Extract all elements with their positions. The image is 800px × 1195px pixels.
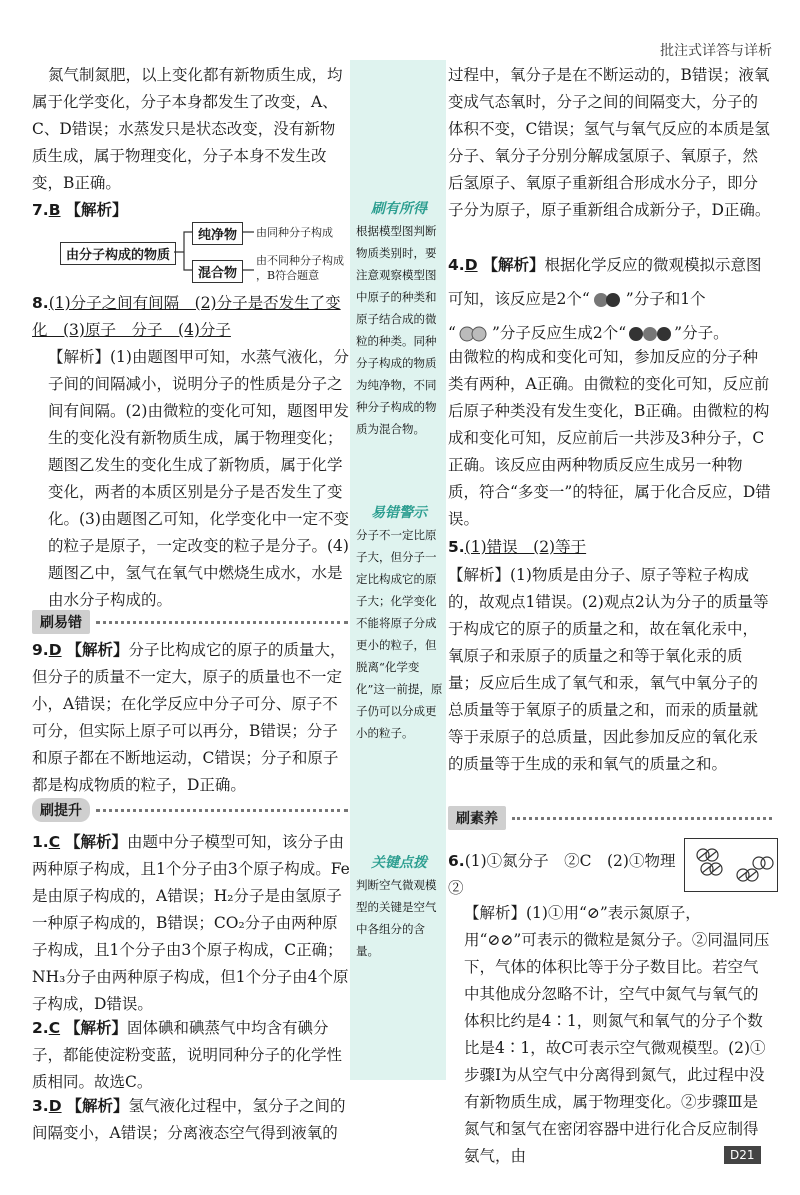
page-number: D21 (724, 1146, 761, 1164)
q3-continuation: 过程中，氧分子是在不断运动的，B错误；液氧变成气态氧时，分子之间的间隔变大，分子的体积不变，C错误；氢气与氧气反应的本质是氢分子、氧分子分别分解成氢原子、氧原子，然后氢原子、氧原子重新组合形成水分子，即分子分为原子，原子重新组合成新分子，D正确。 (448, 66, 771, 219)
molecule-icon-a (590, 291, 626, 309)
side-heading-1: 刷有所得 (371, 201, 427, 217)
q6-molecule-figure (684, 838, 778, 892)
q3: 3.D 【解析】氢气液化过程中，氢分子之间的间隔变小，A错误；分离液态空气得到液氧的 (32, 1096, 346, 1142)
diagram-mixture-desc: 由不同种分子构成 (256, 254, 344, 267)
side-note-2: 分子不一定比原子大，但分子一定比构成它的原子大；化学变化不能将原子分成更小的粒子，但脱离“化学变化”这一前提，原子仍可以分成更小的粒子。 (356, 528, 443, 740)
q7-diagram (60, 222, 350, 280)
section-bar-literacy: 刷素养 (448, 806, 772, 830)
q8-answer: 8.(1)分子之间有间隔 (2)分子是否发生了变 化 (3)原子 分子 (4)分子 (32, 294, 341, 339)
q2: 2.C 【解析】固体碘和碘蒸气中均含有碘分子，都能使淀粉变蓝，说明同种分子的化学性质相同。故选C。 (32, 1018, 343, 1091)
section-bar-mistakes: 刷易错 (32, 610, 348, 634)
q4: 4.D 【解析】根据化学反应的微观模拟示意图可知，该反应是2个“ ”分子和1个 “ ”分子反应生成2个“ ”分子。 (448, 255, 762, 342)
diagram-mixture-note: ，B符合题意 (256, 269, 320, 282)
q6-continuation: 氮气制氮肥，以上变化都有新物质生成，均属于化学变化，分子本身都发生了改变，A、C、D错误；水蒸发只是状态改变，没有新物质生成，属于物理变化，分子本身不发生改变，B正确。 (32, 66, 343, 192)
q6-answer: 6.(1)①氮分子 ②C (2)①物理 ② (448, 852, 691, 897)
diagram-mixture: 混合物 (192, 260, 243, 283)
q1: 1.C 【解析】由题中分子模型可知，该分子由两种原子构成，且1个分子由3个原子构成。Fe是由原子构成的，A错误；H₂分子是由氢原子一种原子构成的，B错误；CO₂分子由两种原子构成，且1个分子由3个原子构成，C正确；NH₃分子由两种原子构成，但1个分子由4个原子构成，D错误。 (32, 832, 350, 1013)
diagram-pure: 纯净物 (192, 222, 243, 245)
side-heading-2: 易错警示 (371, 505, 427, 521)
molecule-icon-b (456, 325, 492, 343)
q7-heading: 7.B 【解析】 (32, 200, 128, 219)
q6-explanation: 【解析】(1)①用“⊘”表示氮原子，用“⊘⊘”可表示的微粒是氮分子。②同温同压下，气体的体积比等于分子数目比。若空气中其他成分忽略不计，空气中氮气与氧气的体积比约是4∶1，则氮气和氧气的分子个数比是4∶1，故C可表示空气微观模型。(2)①步骤Ⅰ为从空气中分离得到氮气，此过程中没有新物质生成，属于物理变化。②步骤Ⅲ是氮气和氢气在密闭容器中进行化合反应制得氨气，由 (464, 904, 770, 1165)
diagram-root: 由分子构成的物质 (60, 242, 176, 265)
q8-explanation: 【解析】(1)由题图甲可知，水蒸气液化，分子间的间隔减小，说明分子的性质是分子之间有间隔。(2)由微粒的变化可知，题图甲发生的变化没有新物质生成，属于物理变化；题图乙发生的变化生成了新物质，属于化学变化，两者的本质区别是分子是否发生了变化。(3)由题图乙可知，化学变化中一定不变的粒子是原子，一定改变的粒子是分子。(4)题图乙中，氢气在氧气中燃烧生成水，水是由水分子构成的。 (48, 348, 349, 609)
q5-explanation: 【解析】(1)物质是由分子、原子等粒子构成的，故观点1错误。(2)观点2认为分子的质量等于构成它的原子的质量之和，故在氧化汞中，氧原子和汞原子的质量之和等于氧化汞的质量；反应后生成了氧气和汞，氧气中氧分子的总质量等于氧原子的质量之和，而汞的质量就等于汞原子的总质量，因此参加反应的氧化汞的质量等于生成的汞和氧气的质量之和。 (448, 566, 769, 773)
side-note-3: 判断空气微观模型的关键是空气中各组分的含量。 (356, 878, 437, 958)
molecule-icon-c (626, 325, 674, 343)
page-header: 批注式详答与详析 (660, 43, 772, 59)
q4-explanation: 由微粒的构成和变化可知，参加反应的分子种类有两种，A正确。由微粒的变化可知，反应前后原子种类没有发生变化，B正确。由微粒的构成和变化可知，反应前后一共涉及3种分子，C正确。该反应由两种物质反应生成另一种物质，符合“多变一”的特征，属于化合反应，D错误。 (448, 348, 771, 528)
q9: 9.D 【解析】分子比构成它的原子的质量大，但分子的质量不一定大，原子的质量也不一定小，A错误；在化学反应中分子可分、原子不可分，但实际上原子可以再分，B错误；分子和原子都在不断地运动，C错误；分子和原子都是构成物质的粒子，D正确。 (32, 640, 346, 794)
diagram-pure-desc: 由同种分子构成 (256, 226, 333, 239)
side-note-1: 根据模型图判断物质类别时，要注意观察模型图中原子的种类和原子结合成的微粒的种类。同种分子构成的物质为纯净物，不同种分子构成的物质为混合物。 (356, 224, 437, 436)
side-heading-3: 关键点拨 (371, 855, 427, 871)
q5-answer: 5.(1)错误 (2)等于 (448, 538, 587, 556)
section-bar-improve: 刷提升 (32, 798, 348, 822)
